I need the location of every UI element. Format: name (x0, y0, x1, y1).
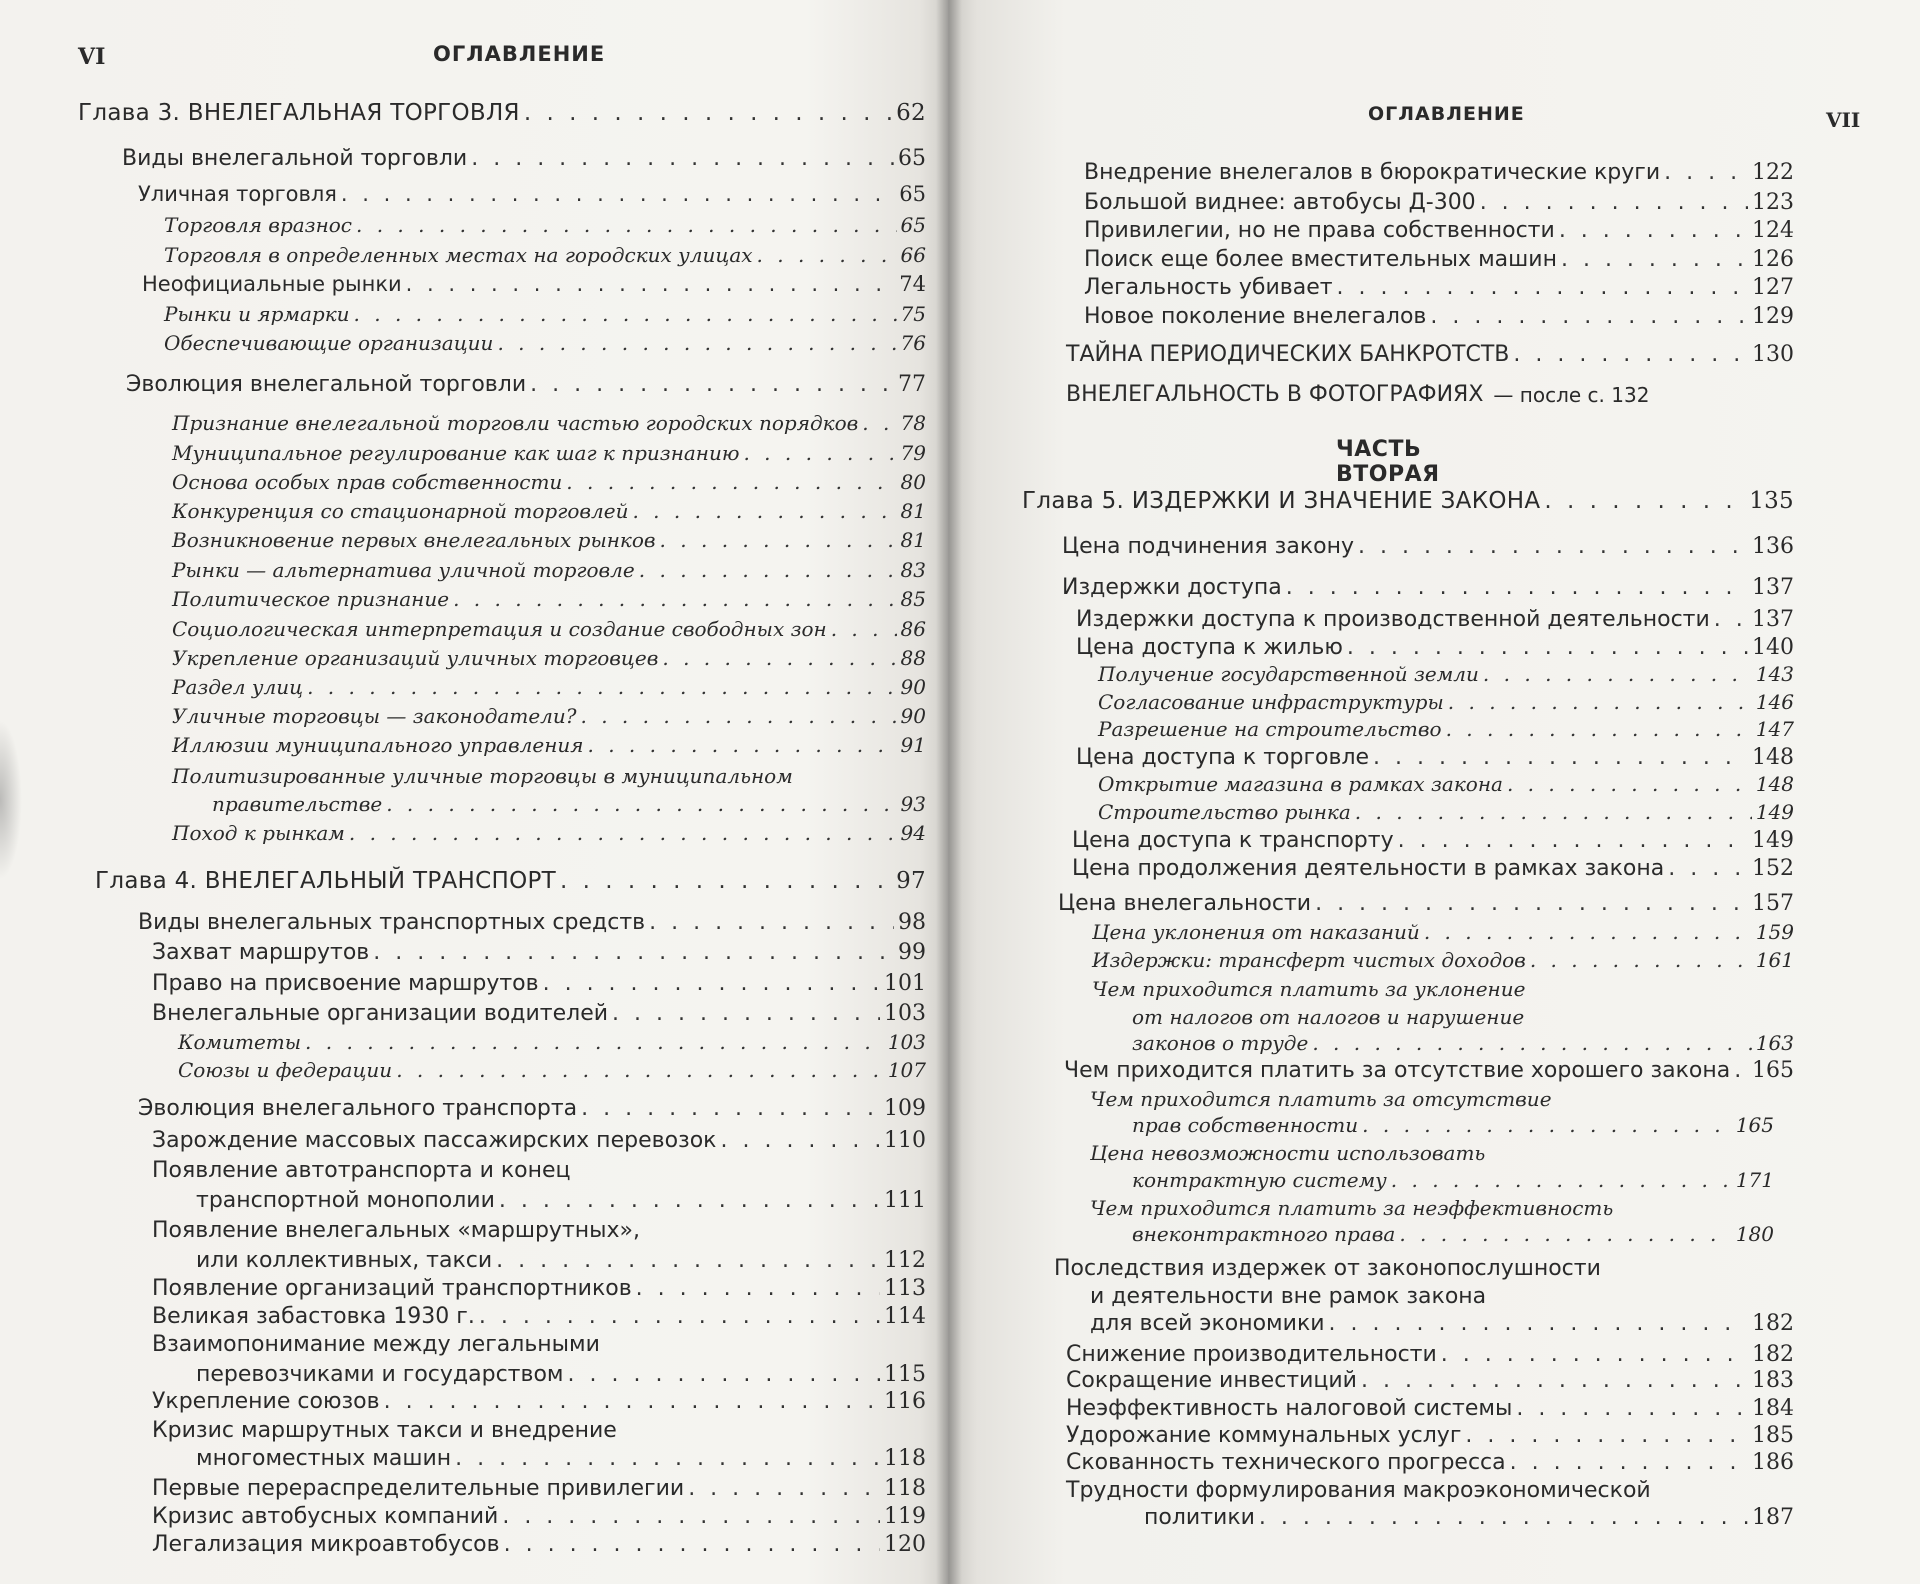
toc-subsection[interactable]: Удорожание коммунальных услуг . . . 185 (1066, 1423, 1794, 1448)
toc-item-line1[interactable]: Чем приходится платить за неэффективность (1090, 1196, 1614, 1220)
toc-item[interactable]: Раздел улиц . . . 90 (172, 675, 926, 699)
toc-subsection[interactable]: Неэффективность налоговой системы . . . 184 (1066, 1396, 1794, 1421)
toc-item[interactable]: Уличные торговцы — законодатели? . . . 90 (172, 704, 926, 728)
left-page (0, 0, 948, 1584)
toc-subsection[interactable]: Появление организаций транспортников . . . 113 (152, 1276, 926, 1301)
toc-subsection[interactable]: перевозчиками и государством . . . 115 (196, 1362, 926, 1387)
toc-section[interactable]: Виды внелегальных транспортных средств . . . 98 (138, 910, 926, 935)
toc-subsection[interactable]: Цена доступа к жилью . . . 140 (1076, 635, 1794, 660)
toc-item[interactable]: прав собственности . . . 165 (1132, 1113, 1774, 1137)
toc-subsection[interactable]: Внедрение внелегалов в бюрократические круги . . . 122 (1084, 160, 1794, 185)
toc-item[interactable]: Поход к рынкам . . . 94 (172, 821, 926, 845)
toc-subsection[interactable]: Скованность технического прогресса . . . 186 (1066, 1450, 1794, 1475)
toc-subsection[interactable]: Цена доступа к транспорту . . . 149 (1072, 828, 1794, 853)
toc-subsection[interactable]: Большой виднее: автобусы Д-300 . . . 123 (1084, 190, 1794, 215)
toc-item[interactable]: Иллюзии муниципального управления . . . 91 (172, 733, 926, 757)
toc-subsection[interactable]: Цена доступа к торговле . . . 148 (1076, 745, 1794, 770)
toc-section[interactable]: Виды внелегальной торговли . . . 65 (122, 146, 926, 171)
toc-subsection[interactable]: Великая забастовка 1930 г. . . . 114 (152, 1304, 926, 1329)
toc-item-line1[interactable]: Цена невозможности использовать (1090, 1141, 1486, 1165)
toc-item[interactable]: правительстве . . . 93 (212, 792, 926, 816)
toc-section[interactable]: ТАЙНА ПЕРИОДИЧЕСКИХ БАНКРОТСТВ . . . 130 (1066, 342, 1794, 367)
toc-item-line2[interactable]: от налогов от налогов и нарушение (1132, 1005, 1525, 1029)
toc-subsection[interactable]: Снижение производительности . . . 182 (1066, 1342, 1794, 1367)
toc-section-line1[interactable]: Последствия издержек от законопослушности (1054, 1256, 1601, 1281)
toc-section[interactable]: Цена внелегальности . . . 157 (1058, 891, 1794, 916)
toc-subsection[interactable]: Новое поколение внелегалов . . . 129 (1084, 304, 1794, 329)
toc-item[interactable]: Строительство рынка . . . 149 (1098, 800, 1794, 824)
toc-subsection[interactable]: Внелегальные организации водителей . . . 103 (152, 1001, 926, 1026)
toc-subsection[interactable]: или коллективных, такси . . . 112 (196, 1248, 926, 1273)
page-number: VI (78, 44, 106, 70)
toc-subsection[interactable]: Легализация микроавтобусов . . . 120 (152, 1532, 926, 1557)
toc-subsection[interactable]: Зарождение массовых пассажирских перевозок . . . 110 (152, 1128, 926, 1153)
toc-item[interactable]: Разрешение на строительство . . . 147 (1098, 717, 1794, 741)
toc-item[interactable]: Социологическая интерпретация и создание свободных зон . . . 86 (172, 617, 926, 641)
toc-item-line1[interactable]: Чем приходится платить за отсутствие (1090, 1087, 1552, 1111)
toc-subsection[interactable]: Поиск еще более вместительных машин . . . 126 (1084, 247, 1794, 272)
toc-item[interactable]: Признание внелегальной торговли частью городских порядков . . . 78 (172, 411, 926, 435)
toc-item[interactable]: Рынки и ярмарки . . . 75 (164, 302, 926, 326)
toc-subsection[interactable]: Цена продолжения деятельности в рамках закона . . . 152 (1072, 856, 1794, 881)
toc-subsection[interactable]: Кризис автобусных компаний . . . 119 (152, 1504, 926, 1529)
toc-subsection[interactable]: Привилегии, но не права собственности . . . 124 (1084, 218, 1794, 243)
toc-section[interactable]: Эволюция внелегального транспорта . . . 109 (138, 1096, 926, 1121)
toc-subsection[interactable]: многоместных машин . . . 118 (196, 1446, 926, 1471)
book-gutter (936, 0, 962, 1584)
toc-section-line2[interactable]: и деятельности вне рамок закона (1090, 1284, 1487, 1309)
toc-subsection[interactable]: Издержки доступа к производственной деятельности . . . 137 (1076, 607, 1794, 632)
toc-subsection[interactable]: Чем приходится платить за отсутствие хорошего закона . . . 165 (1064, 1058, 1794, 1083)
toc-subsection[interactable]: Первые перераспределительные привилегии . . . 118 (152, 1476, 926, 1501)
toc-item[interactable]: Союзы и федерации . . . 107 (178, 1058, 926, 1082)
toc-item-line1[interactable]: Чем приходится платить за уклонение (1092, 977, 1526, 1001)
toc-subsection[interactable]: политики . . . 187 (1144, 1505, 1794, 1530)
page-edge-shadow (0, 720, 22, 880)
toc-chapter[interactable]: Глава 5. ИЗДЕРЖКИ И ЗНАЧЕНИЕ ЗАКОНА . . . 135 (1022, 488, 1794, 514)
toc-subsection[interactable]: Легальность убивает . . . 127 (1084, 275, 1794, 300)
toc-item[interactable]: Основа особых прав собственности . . . 80 (172, 470, 926, 494)
toc-subsection-line1[interactable]: Кризис маршрутных такси и внедрение (152, 1418, 617, 1443)
toc-item[interactable]: Возникновение первых внелегальных рынков . . . 81 (172, 528, 926, 552)
toc-item[interactable]: Торговля вразнос . . . 65 (164, 213, 926, 237)
toc-item[interactable]: законов о труде . . . 163 (1132, 1031, 1794, 1055)
toc-item[interactable]: контрактную систему . . . 171 (1132, 1168, 1774, 1192)
toc-subsection-line1[interactable]: Появление автотранспорта и конец (152, 1158, 571, 1183)
right-page (948, 0, 1920, 1584)
toc-item[interactable]: Получение государственной земли . . . 143 (1098, 662, 1794, 686)
toc-subsection[interactable]: Укрепление союзов . . . 116 (152, 1389, 926, 1414)
toc-item[interactable]: Торговля в определенных местах на городских улицах . . . 66 (164, 243, 926, 267)
toc-subsection[interactable]: Неофициальные рынки . . . 74 (142, 272, 926, 296)
toc-item[interactable]: Рынки — альтернатива уличной торговле . . . 83 (172, 558, 926, 582)
toc-item-line1[interactable]: Политизированные уличные торговцы в муниципальном (172, 764, 793, 788)
toc-subsection[interactable]: Сокращение инвестиций . . . 183 (1066, 1368, 1794, 1393)
toc-item[interactable]: Муниципальное регулирование как шаг к признанию . . . 79 (172, 441, 926, 465)
toc-item[interactable]: Согласование инфраструктуры . . . 146 (1098, 690, 1794, 714)
toc-item[interactable]: Цена уклонения от наказаний . . . 159 (1092, 920, 1794, 944)
toc-section[interactable]: для всей экономики . . . 182 (1090, 1311, 1794, 1336)
toc-section-plates[interactable]: ВНЕЛЕГАЛЬНОСТЬ В ФОТОГРАФИЯХ — после с. 132 (1066, 382, 1650, 407)
toc-chapter[interactable]: Глава 4. ВНЕЛЕГАЛЬНЫЙ ТРАНСПОРТ . . . 97 (95, 868, 926, 894)
part-heading: ЧАСТЬ ВТОРАЯ (1336, 437, 1440, 487)
toc-section[interactable]: Эволюция внелегальной торговли . . . 77 (126, 372, 926, 397)
toc-section[interactable]: Цена подчинения закону . . . 136 (1062, 534, 1794, 559)
toc-chapter[interactable]: Глава 3. ВНЕЛЕГАЛЬНАЯ ТОРГОВЛЯ . . . 62 (78, 100, 926, 126)
toc-item[interactable]: внеконтрактного права . . . 180 (1132, 1222, 1774, 1246)
toc-section[interactable]: Издержки доступа . . . 137 (1062, 575, 1794, 600)
toc-subsection-line1[interactable]: Появление внелегальных «маршрутных», (152, 1218, 640, 1243)
page-number: VII (1826, 108, 1861, 132)
running-head: ОГЛАВЛЕНИЕ (433, 42, 606, 66)
toc-subsection-line1[interactable]: Трудности формулирования макроэкономической (1066, 1478, 1651, 1503)
toc-item[interactable]: Комитеты . . . 103 (178, 1030, 926, 1054)
toc-subsection[interactable]: Право на присвоение маршрутов . . . 101 (152, 971, 926, 996)
toc-item[interactable]: Укрепление организаций уличных торговцев . . . 88 (172, 646, 926, 670)
toc-item[interactable]: Открытие магазина в рамках закона . . . 148 (1098, 772, 1794, 796)
toc-item[interactable]: Конкуренция со стационарной торговлей . . . 81 (172, 499, 926, 523)
toc-item[interactable]: Обеспечивающие организации . . . 76 (164, 331, 926, 355)
running-head: ОГЛАВЛЕНИЕ (1368, 103, 1525, 125)
toc-subsection[interactable]: Захват маршрутов . . . 99 (152, 940, 926, 965)
toc-subsection-line1[interactable]: Взаимопонимание между легальными (152, 1332, 600, 1357)
toc-subsection[interactable]: транспортной монополии . . . 111 (196, 1188, 926, 1213)
toc-item[interactable]: Издержки: трансферт чистых доходов . . . 161 (1092, 948, 1794, 972)
toc-item[interactable]: Политическое признание . . . 85 (172, 587, 926, 611)
toc-subsection[interactable]: Уличная торговля . . . 65 (138, 182, 926, 206)
